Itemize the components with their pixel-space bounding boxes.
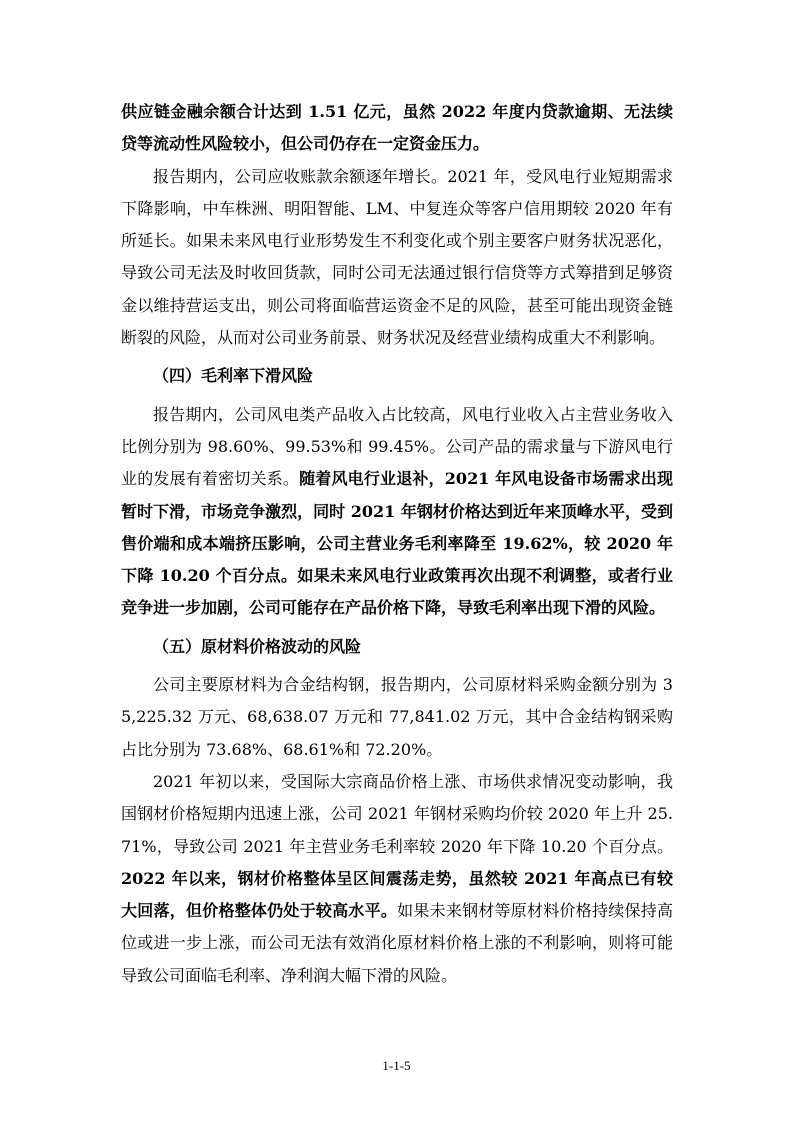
paragraph-receivables: 报告期内，公司应收账款余额逐年增长。2021 年，受风电行业短期需求下降影响，中车株洲、明阳智能、LM、中复连众等客户信用期较 2020 年有所延长。如果未来风电行业形势发生不利变化或个别主要客户财务状况恶化，导致公司无法及时收回货款，同时公司无法通过银行信贷等方式筹措到足够资金以维持营运支出，则公司将面临营运资金不足的风险，甚至可能出现资金链断裂的风险，从而对公司业务前景、财务状况及经营业绩构成重大不利影响。 bbox=[121, 166, 673, 348]
plain-text: 报告期内，公司风电类产品收入占比较高，风电行业收入占主营业务收入比例分别为 98.60%、99.53%和 99.45%。公司产品的需求量与下游风电行业的发展有着密切关系。 bbox=[121, 404, 673, 489]
bold-text: 供应链金融余额合计达到 1.51 亿元，虽然 2022 年度内贷款逾期、无法续贷等流动性风险较小，但公司仍存在一定资金压力。 bbox=[121, 102, 673, 154]
document-body bbox=[121, 96, 673, 992]
paragraph-supply-chain-finance bbox=[121, 96, 673, 161]
section-heading-raw-material: （五）原材料价格波动的风险 bbox=[153, 636, 362, 656]
section-heading-gross-margin: （四）毛利率下滑风险 bbox=[153, 366, 314, 386]
bold-text: 2022 年以来，钢材价格整体呈区间震荡走势，虽然较 2021 年高点已有较大回落，但价格整体仍处于较高水平。 bbox=[121, 868, 673, 921]
paragraph-raw-material-purchase: 公司主要原材料为合金结构钢，报告期内，公司原材料采购金额分别为 35,225.32 万元、68,638.07 万元和 77,841.02 万元，其中合金结构钢采购占比分别为 73.68%、68.61%和 72.20%。 bbox=[121, 675, 673, 759]
page-number: 1-1-5 bbox=[382, 1058, 411, 1073]
bold-text: 随着风电行业退补，2021 年风电设备市场需求出现暂时下滑，市场竞争激烈，同时 2021 年钢材价格达到近年来顶峰水平，受到售价端和成本端挤压影响，公司主营业务毛利率降至 19.62%，较 2020 年下降 10.20 个百分点。如果未来风电行业政策再次出现不利调整，或者行业竞争进一步加剧，公司可能存在产品价格下降，导致毛利率出现下滑的风险。 bbox=[121, 469, 673, 618]
plain-text: 2021 年初以来，受国际大宗商品价格上涨、市场供求情况变动影响，我国钢材价格短期内迅速上涨，公司 2021 年钢材采购均价较 2020 年上升 25.71%，导致公司 2021 年主营业务毛利率较 2020 年下降 10.20 个百分点。 bbox=[121, 771, 673, 856]
paragraph-gross-margin bbox=[121, 399, 673, 625]
paragraph-steel-price bbox=[121, 766, 673, 992]
plain-text: 如果未来钢材等原材料价格持续保持高位或进一步上涨，而公司无法有效消化原材料价格上涨的不利影响，则将可能导致公司面临毛利率、净利润大幅下滑的风险。 bbox=[121, 901, 673, 985]
